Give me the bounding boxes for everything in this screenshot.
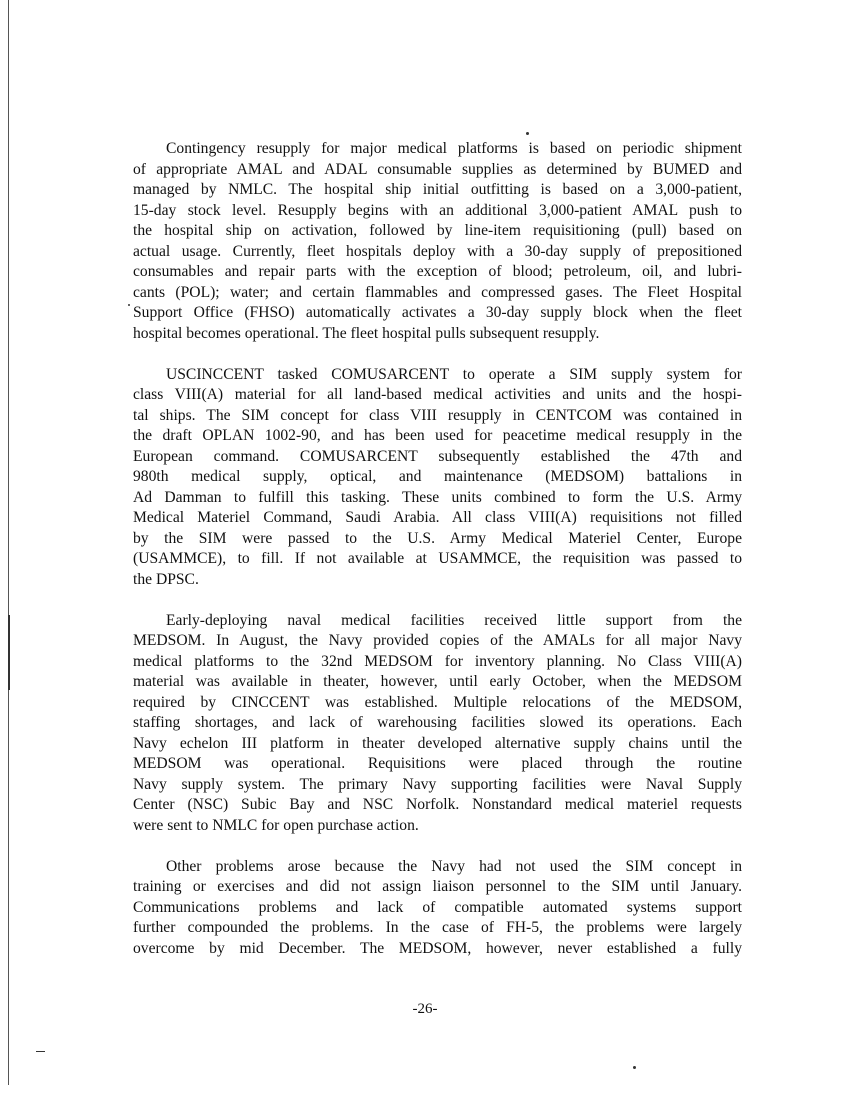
text-line: training or exercises and did not assign liaison personnel to the SIM until January. — [133, 878, 742, 895]
text-line: Support Office (FHSO) automatically activates a 30-day supply block when the fleet — [133, 304, 742, 321]
text-line: class VIII(A) material for all land-based medical activities and units and the hospi- — [133, 386, 742, 403]
document-body — [133, 139, 742, 980]
text-line: actual usage. Currently, fleet hospitals deploy with a 30-day supply of prepositioned — [133, 242, 742, 260]
text-line: Ad Damman to fulfill this tasking. These units combined to form the U.S. Army — [133, 488, 742, 506]
text-line: Communications problems and lack of compatible automated systems support — [133, 898, 742, 916]
text-line: tal ships. The SIM concept for class VIII resupply in CENTCOM was contained in — [133, 406, 742, 424]
scan-mark — [8, 615, 10, 690]
scan-speck — [633, 1066, 636, 1069]
text-line: the DPSC. — [133, 570, 199, 588]
scan-speck — [526, 132, 529, 135]
text-line: cants (POL); water; and certain flammables and compressed gases. The Fleet Hospital — [133, 283, 742, 301]
text-line: hospital becomes operational. The fleet hospital pulls subsequent resupply. — [133, 324, 600, 342]
text-line: European command. COMUSARCENT subsequently established the 47th and — [133, 447, 742, 465]
text-line: material was available in theater, however, until early October, when the MEDSOM — [133, 673, 742, 690]
paragraph — [133, 139, 742, 344]
text-line: 15-day stock level. Resupply begins with an additional 3,000-patient AMAL push to — [133, 201, 742, 219]
text-line: (USAMMCE), to fill. If not available at USAMMCE, the requisition was passed to — [133, 550, 742, 567]
text-line: Contingency resupply for major medical platforms is based on periodic shipment — [166, 140, 742, 157]
text-line: MEDSOM. In August, the Navy provided copies of the AMALs for all major Navy — [133, 632, 742, 649]
text-line: medical platforms to the 32nd MEDSOM for inventory planning. No Class VIII(A) — [133, 652, 742, 670]
text-line: Medical Materiel Command, Saudi Arabia. All class VIII(A) requisitions not filled — [133, 509, 742, 526]
text-line: Navy echelon III platform in theater developed alternative supply chains until the — [133, 734, 742, 752]
paragraph — [133, 857, 742, 960]
text-line: Center (NSC) Subic Bay and NSC Norfolk. Nonstandard medical materiel requests — [133, 796, 742, 813]
scan-edge-line — [8, 0, 9, 1085]
text-line: 980th medical supply, optical, and maintenance (MEDSOM) battalions in — [133, 468, 742, 485]
text-line: MEDSOM was operational. Requisitions were placed through the routine — [133, 755, 742, 772]
scan-mark — [36, 1051, 45, 1052]
text-line: further compounded the problems. In the case of FH-5, the problems were largely — [133, 919, 742, 936]
text-line: the draft OPLAN 1002-90, and has been used for peacetime medical resupply in the — [133, 427, 742, 444]
text-line: USCINCCENT tasked COMUSARCENT to operate a SIM supply system for — [166, 365, 742, 383]
text-line: by the SIM were passed to the U.S. Army Medical Materiel Center, Europe — [133, 529, 742, 547]
paragraph — [133, 611, 742, 837]
text-line: Other problems arose because the Navy had not used the SIM concept in — [166, 857, 742, 875]
text-line: staffing shortages, and lack of warehousing facilities slowed its operations. Each — [133, 714, 742, 731]
text-line: managed by NMLC. The hospital ship initial outfitting is based on a 3,000-patient, — [133, 181, 742, 198]
text-line: required by CINCCENT was established. Multiple relocations of the MEDSOM, — [133, 693, 742, 711]
text-line: of appropriate AMAL and ADAL consumable supplies as determined by BUMED and — [133, 160, 742, 178]
scan-speck — [128, 304, 130, 306]
text-line: Early-deploying naval medical facilities received little support from the — [166, 611, 742, 629]
page-number: -26- — [412, 1001, 438, 1017]
text-line: were sent to NMLC for open purchase action. — [133, 816, 419, 834]
text-line: the hospital ship on activation, followed by line-item requisitioning (pull) based on — [133, 222, 742, 239]
text-line: overcome by mid December. The MEDSOM, however, never established a fully — [133, 939, 742, 957]
text-line: Navy supply system. The primary Navy supporting facilities were Naval Supply — [133, 775, 742, 793]
text-line: consumables and repair parts with the exception of blood; petroleum, oil, and lubri- — [133, 263, 742, 280]
paragraph — [133, 365, 742, 591]
